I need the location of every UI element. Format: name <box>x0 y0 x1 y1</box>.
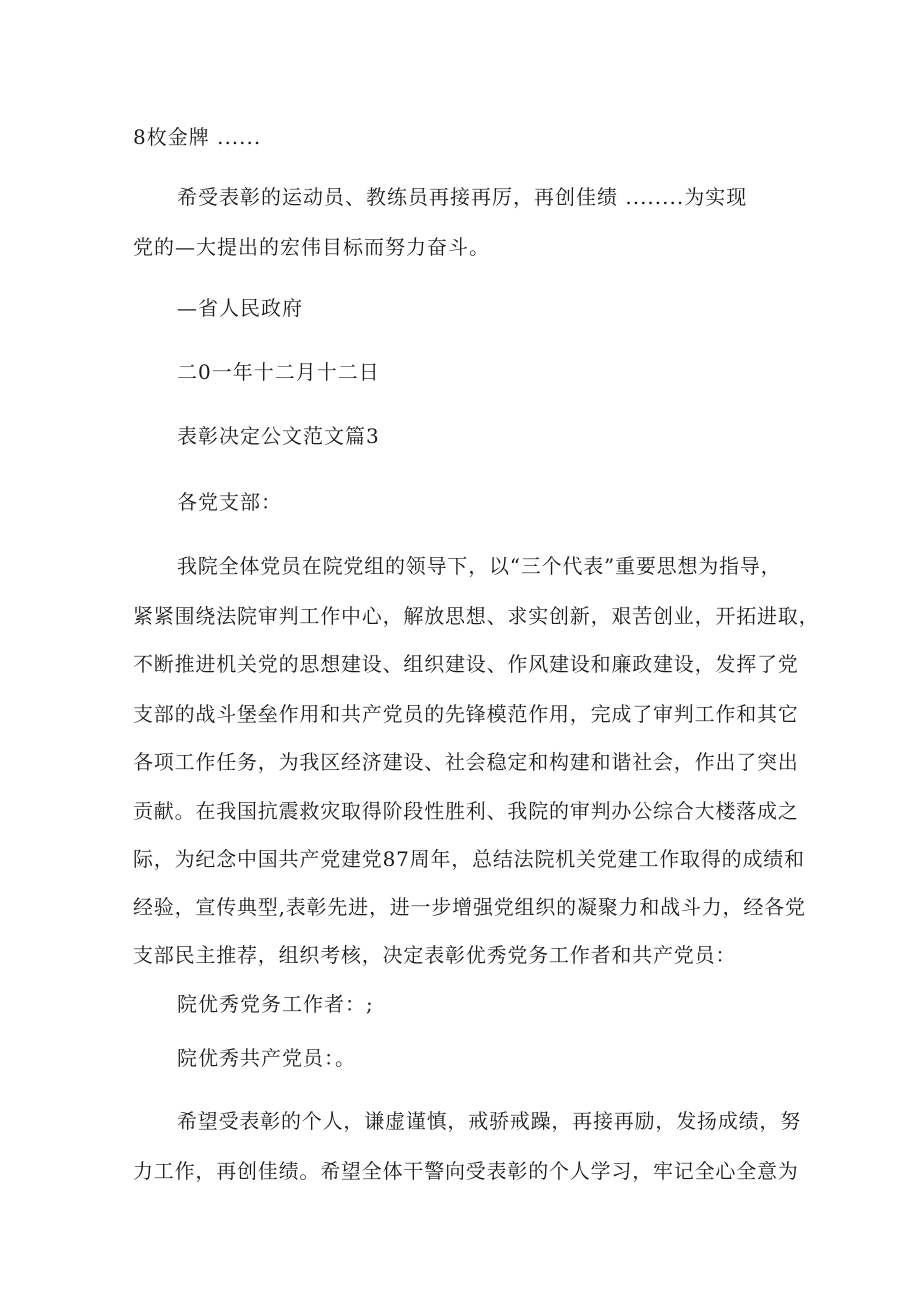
date-line: 二0一年十二月十二日 <box>177 360 380 384</box>
paragraph-line-4: 支部的战斗堡垒作用和共产党员的先锋模范作用，完成了审判工作和其它 <box>133 702 799 726</box>
award-category-party-members: 院优秀共产党员：。 <box>177 1046 356 1070</box>
paragraph-line-5: 各项工作任务，为我区经济建设、社会稳定和构建和谐社会，作出了突出 <box>133 750 799 774</box>
text-line-1: 8枚金牌 ...... <box>133 125 262 149</box>
closing-line-1: 希望受表彰的个人，谦虚谨慎，戒骄戒躁，再接再励，发扬成绩，努 <box>177 1109 801 1133</box>
signatory-line: —省人民政府 <box>177 296 303 320</box>
text-line-3: 党的—大提出的宏伟目标而努力奋斗。 <box>133 235 490 259</box>
section-heading: 表彰决定公文范文篇3 <box>177 424 380 448</box>
text-line-2: 希受表彰的运动员、教练员再接再厉，再创佳绩 ........为实现 <box>177 185 748 209</box>
paragraph-line-6: 贡献。在我国抗震救灾取得阶段性胜利、我院的审判办公综合大楼落成之 <box>133 799 799 823</box>
salutation-line: 各党支部： <box>177 490 282 514</box>
paragraph-line-8: 经验，宣传典型,表彰先进，进一步增强党组织的凝聚力和战斗力，经各党 <box>133 895 806 919</box>
paragraph-line-3: 不断推进机关党的思想建设、组织建设、作风建设和廉政建设，发挥了党 <box>133 652 799 676</box>
paragraph-line-9: 支部民主推荐，组织考核，决定表彰优秀党务工作者和共产党员： <box>133 943 737 967</box>
award-category-party-workers: 院优秀党务工作者：; <box>177 992 374 1016</box>
paragraph-line-7: 际，为纪念中国共产党建党87周年，总结法院机关党建工作取得的成绩和 <box>133 847 805 871</box>
paragraph-line-2: 紧紧围绕法院审判工作中心，解放思想、求实创新，艰苦创业，开拓进取， <box>133 604 820 628</box>
paragraph-line-1: 我院全体党员在院党组的领导下，以“三个代表”重要思想为指导， <box>177 554 782 578</box>
closing-line-2: 力工作，再创佳绩。希望全体干警向受表彰的个人学习，牢记全心全意为 <box>133 1159 799 1183</box>
